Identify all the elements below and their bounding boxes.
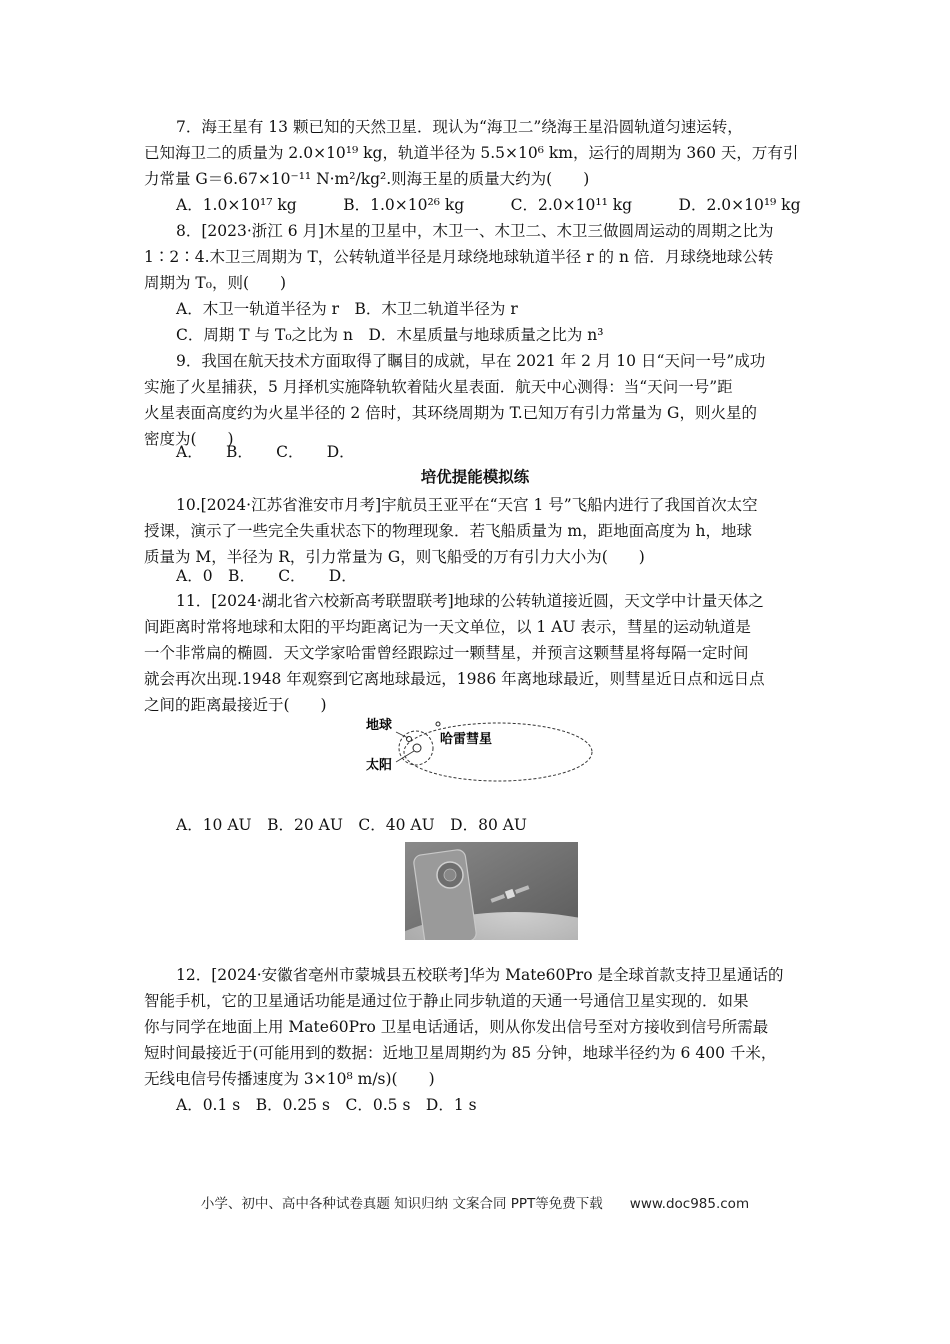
q10-line-3: 质量为 M，半径为 R，引力常量为 G，则飞船受的万有引力大小为( )	[144, 548, 645, 566]
q12-options: A．0.1 s B．0.25 s C．0.5 s D．1 s	[176, 1096, 477, 1114]
q12-line-4: 短时间最接近于(可能用到的数据：近地卫星周期约为 85 分钟，地球半径约为 6 400 千米，	[144, 1044, 777, 1062]
sun-icon	[413, 744, 421, 752]
q10-line-1: 10.[2024·江苏省淮安市月考]宇航员王亚平在“天宫 1 号”飞船内进行了我国首次太空	[176, 496, 758, 514]
phone-satellite-photo	[405, 842, 578, 940]
comet-icon	[436, 722, 440, 726]
q8-line-3: 周期为 T₀，则( )	[144, 274, 287, 292]
q10-options: A．0 B． C． D．	[176, 567, 357, 585]
section-title: 培优提能模拟练	[420, 467, 530, 486]
q11-line-4: 就会再次出现.1948 年观察到它离地球最远，1986 年离地球最近，则彗星近日点和远日点	[144, 670, 765, 688]
q7-line-1: 7．海王星有 13 颗已知的天然卫星．现认为“海卫二”绕海王星沿圆轨道匀速运转，	[176, 118, 743, 136]
sun-label: 太阳	[366, 758, 393, 773]
earth-leader	[396, 732, 408, 738]
comet-orbit-diagram	[360, 710, 595, 790]
q9-line-3: 火星表面高度约为火星半径的 2 倍时，其环绕周期为 T.已知万有引力常量为 G，则火星的	[144, 404, 757, 422]
q9-line-4: 密度为( )	[144, 430, 234, 448]
q9-line-1: 9．我国在航天技术方面取得了瞩目的成就，早在 2021 年 2 月 10 日“天问一号”成功	[176, 352, 766, 370]
q8-option-cd: C．周期 T 与 T₀之比为 n D．木星质量与地球质量之比为 n³	[176, 326, 604, 344]
q8-option-ab: A．木卫一轨道半径为 r B．木卫二轨道半径为 r	[176, 300, 518, 318]
q11-line-5: 之间的距离最接近于( )	[144, 696, 327, 714]
q11-options: A．10 AU B．20 AU C．40 AU D．80 AU	[176, 816, 527, 834]
sun-leader	[396, 751, 414, 762]
q12-line-2: 智能手机，它的卫星通话功能是通过位于静止同步轨道的天通一号通信卫星实现的．如果	[144, 992, 749, 1010]
q7-line-2: 已知海卫二的质量为 2.0×10¹⁹ kg，轨道半径为 5.5×10⁶ km，运行的周期为 360 天，万有引	[144, 144, 799, 162]
q8-line-1: 8．[2023·浙江 6 月]木星的卫星中，木卫一、木卫二、木卫三做圆周运动的周期之比为	[176, 222, 774, 240]
q11-line-2: 间距离时常将地球和太阳的平均距离记为一天文单位，以 1 AU 表示，彗星的运动轨道是	[144, 618, 751, 636]
footer-ad: 小学、初中、高中各种试卷真题 知识归纳 文案合同 PPT等免费下载 www.doc985.com	[200, 1196, 750, 1212]
q11-line-1: 11．[2024·湖北省六校新高考联盟联考]地球的公转轨道接近圆，天文学中计量天体之	[176, 592, 764, 610]
q10-line-2: 授课，演示了一些完全失重状态下的物理现象．若飞船质量为 m，距地面高度为 h，地球	[144, 522, 753, 540]
earth-label: 地球	[366, 718, 393, 733]
q12-line-5: 无线电信号传播速度为 3×10⁸ m/s)( )	[144, 1070, 435, 1088]
q8-line-2: 1∶2∶4.木卫三周期为 T，公转轨道半径是月球绕地球轨道半径 r 的 n 倍．月球绕地球公转	[144, 248, 774, 266]
q12-line-1: 12．[2024·安徽省亳州市蒙城县五校联考]华为 Mate60Pro 是全球首款支持卫星通话的	[176, 966, 784, 984]
q9-line-2: 实施了火星捕获，5 月择机实施降轨软着陆火星表面．航天中心测得：当“天问一号”距	[144, 378, 733, 396]
q12-line-3: 你与同学在地面上用 Mate60Pro 卫星电话通话，则从你发出信号至对方接收到信号所需最	[144, 1018, 769, 1036]
q9-options: A． B． C． D．	[176, 443, 355, 461]
comet-orbit	[404, 723, 592, 781]
q7-line-3: 力常量 G＝6.67×10⁻¹¹ N·m²/kg².则海王星的质量大约为( )	[144, 170, 590, 188]
q11-line-3: 一个非常扁的椭圆．天文学家哈雷曾经跟踪过一颗彗星，并预言这颗彗星将每隔一定时间	[144, 644, 749, 662]
q7-options: A．1.0×10¹⁷ kg B．1.0×10²⁶ kg C．2.0×10¹¹ kg D．2.0×10¹⁹ kg	[176, 196, 801, 214]
comet-label: 哈雷彗星	[440, 732, 493, 747]
